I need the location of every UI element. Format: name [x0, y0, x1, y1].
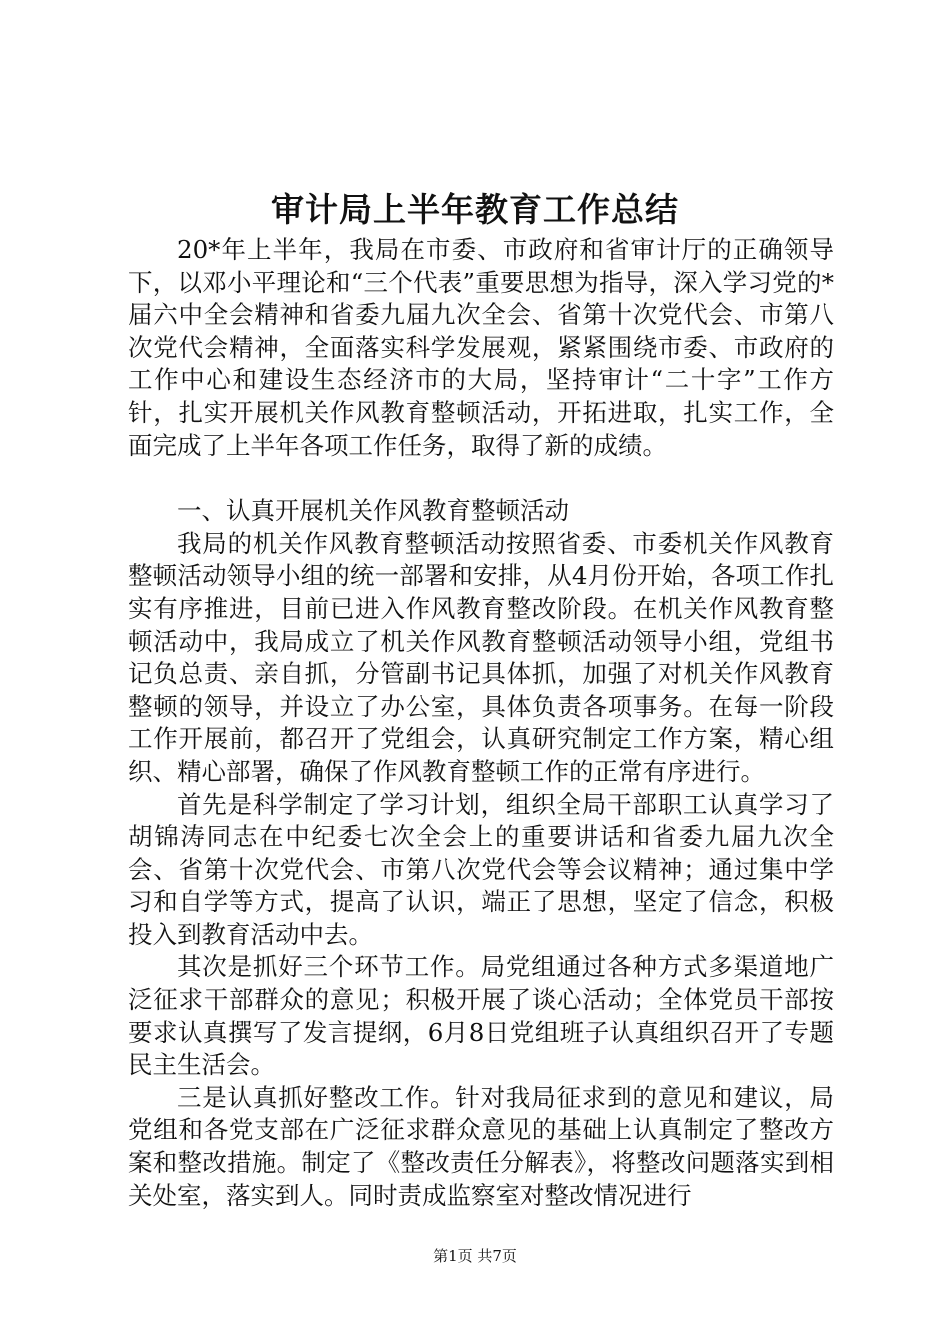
- intro-paragraph: 20*年上半年，我局在市委、市政府和省审计厅的正确领导下，以邓小平理论和“三个代表”重要思想为指导，深入学习党的*届六中全会精神和省委九届九次全会、省第十次党代会、市第八次党代会精神，全面落实科学发展观，紧紧围绕市委、市政府的工作中心和建设生态经济市的大局，坚持审计“二十字”工作方针，扎实开展机关作风教育整顿活动，开拓进取，扎实工作，全面完成了上半年各项工作任务，取得了新的成绩。: [128, 235, 834, 460]
- document-title: 审计局上半年教育工作总结: [271, 190, 679, 229]
- body-paragraph: 我局的机关作风教育整顿活动按照省委、市委机关作风教育整顿活动领导小组的统一部署和安排，从4月份开始，各项工作扎实有序推进，目前已进入作风教育整改阶段。在机关作风教育整顿活动中，我局成立了机关作风教育整顿活动领导小组，党组书记负总责、亲自抓，分管副书记具体抓，加强了对机关作风教育整顿的领导，并设立了办公室，具体负责各项事务。在每一阶段工作开展前，都召开了党组会，认真研究制定工作方案，精心组织、精心部署，确保了作风教育整顿工作的正常有序进行。: [128, 528, 834, 786]
- page-footer: 第1页 共7页: [433, 1247, 517, 1265]
- body-paragraph: 三是认真抓好整改工作。针对我局征求到的意见和建议，局党组和各党支部在广泛征求群众意见的基础上认真制定了整改方案和整改措施。制定了《整改责任分解表》，将整改问题落实到相关处室，落实到人。同时责成监察室对整改情况进行: [128, 1082, 834, 1210]
- section-heading: 一、认真开展机关作风教育整顿活动: [177, 496, 569, 526]
- document-body: [128, 234, 834, 1212]
- body-paragraph: 其次是抓好三个环节工作。局党组通过各种方式多渠道地广泛征求干部群众的意见；积极开展了谈心活动；全体党员干部按要求认真撰写了发言提纲，6月8日党组班子认真组织召开了专题民主生活会。: [128, 952, 834, 1080]
- body-paragraph: 首先是科学制定了学习计划，组织全局干部职工认真学习了胡锦涛同志在中纪委七次全会上的重要讲话和省委九届九次全会、省第十次党代会、市第八次党代会等会议精神；通过集中学习和自学等方式，提高了认识，端正了思想，坚定了信念，积极投入到教育活动中去。: [128, 789, 834, 949]
